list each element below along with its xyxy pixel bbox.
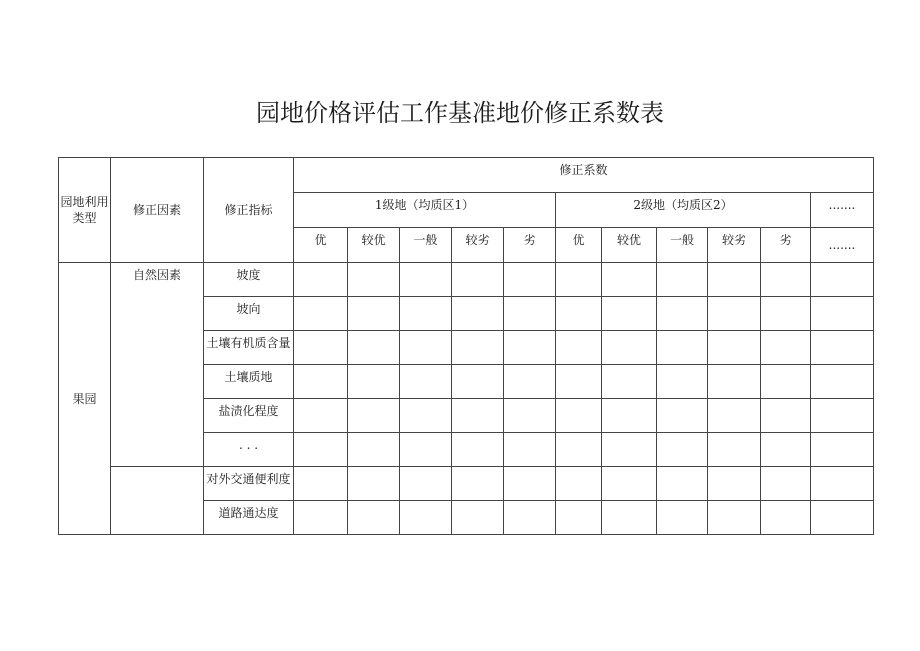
value-cell: [294, 365, 348, 399]
document-title: 园地价格评估工作基准地价修正系数表: [256, 99, 664, 127]
header-more-grades-label: .......: [828, 198, 856, 212]
value-cell: [761, 467, 811, 501]
value-cell: [556, 263, 602, 297]
level-cell: [452, 228, 504, 263]
value-cell: [761, 297, 811, 331]
value-cell: [348, 365, 400, 399]
value-cell: [708, 365, 761, 399]
indicator-label: 道路通达度: [218, 506, 279, 520]
value-cell: [708, 297, 761, 331]
factor-second-cell: [111, 467, 204, 535]
header-coefficient-label: 修正系数: [559, 163, 608, 177]
indicator-label: 土壤有机质含量: [206, 336, 291, 350]
value-cell: [348, 263, 400, 297]
level-cell: [294, 228, 348, 263]
value-cell: [348, 433, 400, 467]
value-cell: [708, 501, 761, 535]
value-cell: [504, 365, 556, 399]
indicator-label: 对外交通便利度: [206, 472, 291, 486]
level-label: 劣: [523, 233, 536, 247]
value-cell: [400, 331, 452, 365]
factor-natural-label: 自然因素: [132, 268, 181, 282]
value-cell: [657, 399, 708, 433]
value-cell: [504, 433, 556, 467]
value-cell: [556, 297, 602, 331]
value-cell: [811, 399, 874, 433]
indicator-cell: [204, 501, 294, 535]
value-cell: [504, 501, 556, 535]
value-cell: [811, 433, 874, 467]
value-cell: [657, 331, 708, 365]
value-cell: [602, 365, 657, 399]
factor-natural-cell: [111, 263, 204, 467]
value-cell: [452, 331, 504, 365]
indicator-cell: [204, 365, 294, 399]
value-cell: [348, 399, 400, 433]
indicator-label: 土壤质地: [224, 370, 273, 384]
value-cell: [811, 297, 874, 331]
value-cell: [761, 263, 811, 297]
factor-second-label: [111, 467, 203, 471]
value-cell: [452, 365, 504, 399]
value-cell: [761, 501, 811, 535]
level-label: 劣: [779, 233, 792, 247]
value-cell: [602, 433, 657, 467]
value-cell: [657, 467, 708, 501]
value-cell: [811, 263, 874, 297]
value-cell: [556, 433, 602, 467]
indicator-cell: [204, 263, 294, 297]
value-cell: [602, 501, 657, 535]
value-cell: [811, 365, 874, 399]
header-grade-2: [556, 193, 811, 228]
value-cell: [556, 501, 602, 535]
value-cell: [452, 263, 504, 297]
value-cell: [761, 331, 811, 365]
header-more-grades: [811, 193, 874, 228]
value-cell: [811, 331, 874, 365]
level-label: 优: [314, 233, 327, 247]
value-cell: [556, 399, 602, 433]
indicator-label: 盐渍化程度: [218, 404, 279, 418]
value-cell: [400, 501, 452, 535]
header-land-type: 园地利用类型: [59, 158, 111, 263]
value-cell: [811, 501, 874, 535]
value-cell: [708, 331, 761, 365]
header-factor: 修正因素: [111, 158, 204, 263]
value-cell: [708, 433, 761, 467]
value-cell: [708, 467, 761, 501]
value-cell: [294, 501, 348, 535]
level-cell: [657, 228, 708, 263]
level-cell: [708, 228, 761, 263]
level-cell: [400, 228, 452, 263]
value-cell: [657, 501, 708, 535]
value-cell: [504, 297, 556, 331]
value-cell: [400, 433, 452, 467]
indicator-cell: [204, 297, 294, 331]
value-cell: [504, 331, 556, 365]
value-cell: [294, 263, 348, 297]
indicator-cell: [204, 433, 294, 467]
indicator-label: 坡向: [236, 302, 261, 316]
correction-coefficient-table: [58, 157, 874, 535]
value-cell: [400, 399, 452, 433]
value-cell: [708, 399, 761, 433]
indicator-cell: [204, 331, 294, 365]
level-label: 较劣: [721, 233, 746, 247]
level-cell: [602, 228, 657, 263]
value-cell: [452, 399, 504, 433]
value-cell: [657, 365, 708, 399]
value-cell: [657, 263, 708, 297]
value-cell: [400, 263, 452, 297]
indicator-cell: [204, 467, 294, 501]
value-cell: [294, 331, 348, 365]
indicator-label: . . .: [238, 438, 259, 452]
value-cell: [348, 297, 400, 331]
header-grade-1-label: 1级地（均质区1）: [374, 198, 475, 212]
value-cell: [761, 365, 811, 399]
level-label: 较劣: [465, 233, 490, 247]
value-cell: [761, 433, 811, 467]
level-cell: [556, 228, 602, 263]
value-cell: [348, 467, 400, 501]
level-label: 一般: [669, 233, 694, 247]
level-cell: [348, 228, 400, 263]
value-cell: [452, 501, 504, 535]
value-cell: [761, 399, 811, 433]
indicator-label: 坡度: [236, 268, 261, 282]
value-cell: [504, 399, 556, 433]
value-cell: [452, 433, 504, 467]
level-cell: [761, 228, 811, 263]
value-cell: [657, 433, 708, 467]
value-cell: [657, 297, 708, 331]
header-grade-2-label: 2级地（均质区2）: [633, 198, 733, 212]
value-cell: [348, 331, 400, 365]
level-label: 一般: [413, 233, 438, 247]
value-cell: [294, 399, 348, 433]
level-label: 较优: [616, 233, 641, 247]
value-cell: [452, 467, 504, 501]
level-cell: [504, 228, 556, 263]
value-cell: [602, 297, 657, 331]
level-cell-more: [811, 228, 874, 263]
value-cell: [452, 297, 504, 331]
level-label: 优: [572, 233, 585, 247]
level-label: 较优: [361, 233, 386, 247]
value-cell: [602, 263, 657, 297]
value-cell: [556, 365, 602, 399]
header-grade-1: [294, 193, 556, 228]
value-cell: [556, 331, 602, 365]
value-cell: [504, 263, 556, 297]
value-cell: [708, 263, 761, 297]
value-cell: [811, 467, 874, 501]
header-coefficient: [294, 158, 874, 193]
value-cell: [400, 297, 452, 331]
value-cell: [294, 297, 348, 331]
header-indicator: 修正指标: [204, 158, 294, 263]
land-type-cell: 果园: [59, 263, 111, 535]
value-cell: [400, 467, 452, 501]
value-cell: [294, 433, 348, 467]
value-cell: [504, 467, 556, 501]
level-more-label: .......: [828, 238, 856, 252]
value-cell: [556, 467, 602, 501]
value-cell: [602, 399, 657, 433]
value-cell: [602, 467, 657, 501]
value-cell: [400, 365, 452, 399]
value-cell: [294, 467, 348, 501]
indicator-cell: [204, 399, 294, 433]
value-cell: [348, 501, 400, 535]
value-cell: [602, 331, 657, 365]
